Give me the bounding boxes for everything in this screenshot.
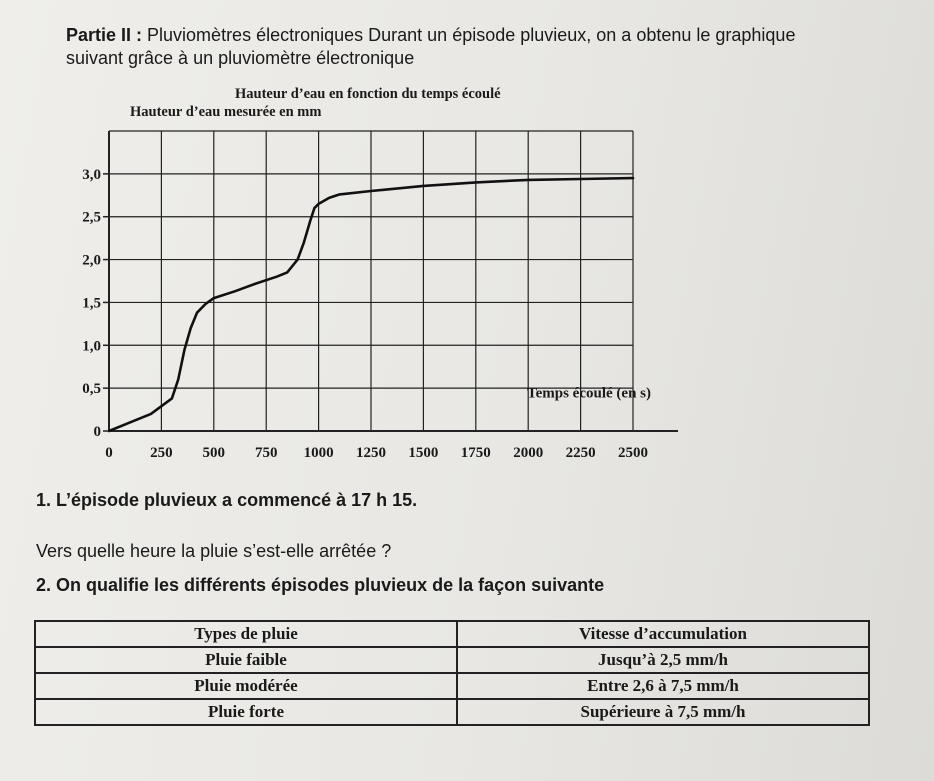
table-cell: Supérieure à 7,5 mm/h xyxy=(457,699,869,725)
table-cell: Pluie forte xyxy=(35,699,457,725)
chart-ylabel: Hauteur d’eau mesurée en mm xyxy=(130,104,322,120)
table-cell: Pluie modérée xyxy=(35,673,457,699)
chart-title: Hauteur d’eau en fonction du temps écoulé xyxy=(235,86,501,102)
x-tick-label: 1000 xyxy=(303,445,334,461)
intro-text: Pluviomètres électroniques Durant un épisode pluvieux, on a obtenu le graphique suivant grâce à un pluviomètre électronique xyxy=(66,25,796,68)
y-tick-label: 2,0 xyxy=(82,252,101,269)
y-tick-label: 2,5 xyxy=(82,209,101,226)
x-tick-label: 1500 xyxy=(408,445,439,461)
rain-types-table xyxy=(34,620,870,726)
x-tick-label: 250 xyxy=(150,445,173,461)
x-tick-label: 750 xyxy=(254,445,278,461)
table-header-cell: Types de pluie xyxy=(35,621,457,647)
y-tick-label: 3,0 xyxy=(82,166,101,183)
question-2-label: 2. On qualifie les différents épisodes pluvieux de la façon suivante xyxy=(36,575,605,595)
y-tick-label: 0 xyxy=(93,424,101,440)
x-tick-label: 500 xyxy=(202,445,226,461)
x-axis-label: Temps écoulé (en s) xyxy=(526,385,651,402)
question-1-prompt: Vers quelle heure la pluie s’est-elle arrêtée ? xyxy=(36,541,392,561)
x-tick-label: 1250 xyxy=(356,445,386,461)
y-tick-label: 0,5 xyxy=(82,381,101,398)
table-cell: Pluie faible xyxy=(35,647,457,673)
y-tick-label: 1,5 xyxy=(82,295,101,312)
table-header-cell: Vitesse d’accumulation xyxy=(457,621,869,647)
table-row xyxy=(35,673,869,699)
x-tick-label: 0 xyxy=(105,445,113,461)
x-tick-label: 2250 xyxy=(565,445,596,461)
table-cell: Entre 2,6 à 7,5 mm/h xyxy=(457,673,869,699)
x-tick-label: 2000 xyxy=(513,445,544,461)
x-tick-label: 2500 xyxy=(618,445,648,461)
x-tick-label: 1750 xyxy=(460,445,491,461)
part-label: Partie II : xyxy=(66,25,143,45)
y-tick-label: 1,0 xyxy=(82,338,101,355)
table-row xyxy=(35,647,869,673)
table-row xyxy=(35,699,869,725)
table-cell: Jusqu’à 2,5 mm/h xyxy=(457,647,869,673)
question-1-label: 1. L’épisode pluvieux a commencé à 17 h 15. xyxy=(36,490,418,510)
table-header-row xyxy=(35,621,869,647)
